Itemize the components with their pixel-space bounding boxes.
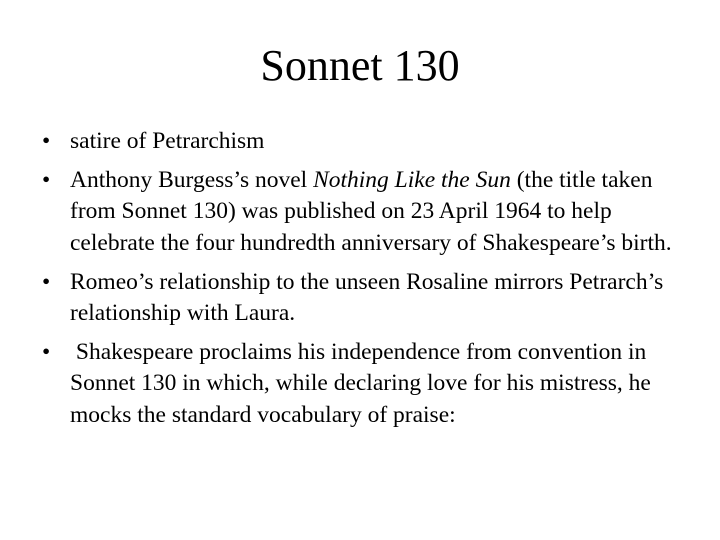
bullet-icon: •	[42, 339, 51, 366]
bullet-list	[40, 126, 680, 439]
bullet-text	[70, 167, 672, 255]
bullet-text: Romeo’s relationship to the unseen Rosaline mirrors Petrarch’s relationship with Laura.	[70, 268, 670, 327]
bullet-text-before: Anthony Burgess’s novel	[70, 167, 314, 194]
bullet-item-2	[40, 165, 680, 259]
bullet-item-1	[40, 126, 680, 157]
novel-title: Nothing Like the Sun	[313, 167, 511, 194]
bullet-text: Shakespeare proclaims his independence from convention in Sonnet 130 in which, while declaring love for his mistress, he mocks the standard vocabulary of praise:	[70, 339, 657, 428]
bullet-item-4	[40, 337, 680, 431]
bullet-icon: •	[42, 268, 51, 295]
bullet-icon: •	[42, 167, 51, 194]
slide-title: Sonnet 130	[260, 41, 460, 90]
bullet-text-after: (the title taken from Sonnet 130) was published on 23 April 1964 to help celebrate the four hundredth anniversary of Shakespeare’s birth.	[70, 167, 672, 256]
bullet-item-3	[40, 267, 680, 329]
bullet-text: satire of Petrarchism	[70, 128, 265, 154]
bullet-icon: •	[42, 128, 51, 154]
